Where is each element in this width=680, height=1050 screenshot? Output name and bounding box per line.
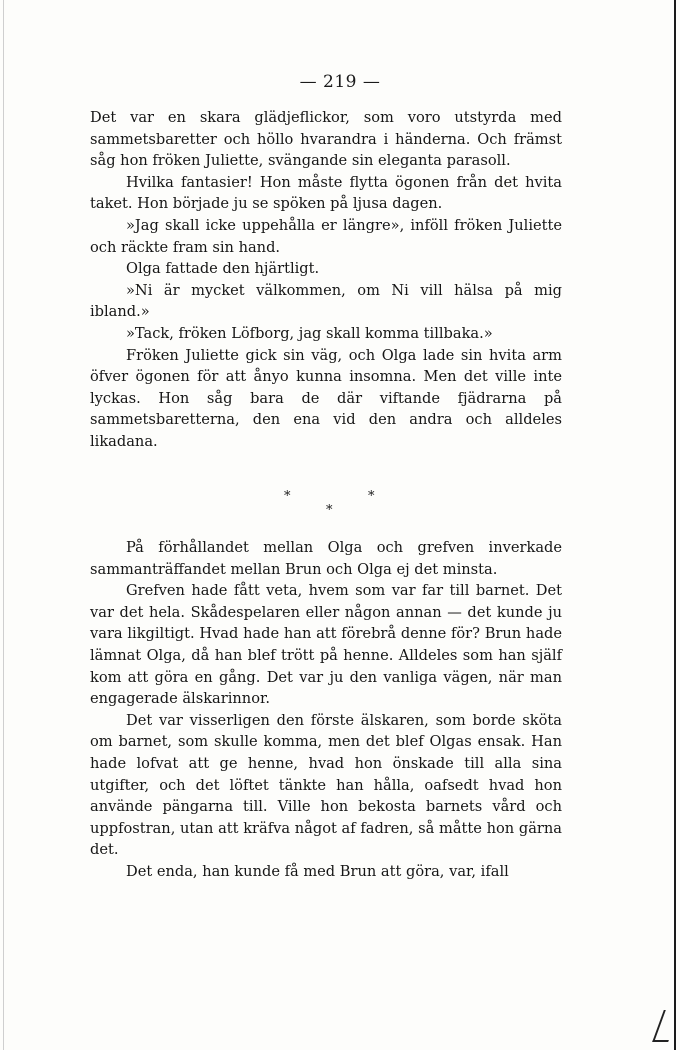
section-2-text — [90, 537, 562, 883]
asterisk: * — [284, 489, 291, 504]
paragraph: Det var en skara glädjeflickor, som voro utstyrda med sammetsbaretter och höllo hvarandra i händerna. Och främst såg hon fröken Juliette, svängande sin eleganta parasoll. — [90, 109, 562, 170]
paragraph: Fröken Juliette gick sin väg, och Olga lade sin hvita arm öfver ögonen för att ånyo kunna insomna. Men det ville inte lyckas. Hon såg bara de där viftande fjädrarna på sammetsbaretterna, den ena vid den andra och alldeles likadana. — [90, 346, 562, 450]
section-1-text — [90, 107, 562, 453]
page-number: — 219 — — [299, 72, 381, 92]
page-right-edge — [674, 0, 676, 1050]
paragraph: Det var visserligen den förste älskaren, som borde sköta om barnet, som skulle komma, men det blef Olgas ensak. Han hade lofvat att ge henne, hvad hon önskade till alla sina utgifter, och det löftet tänkte han hålla, oafsedt hvad hon använde pängarna till. Ville hon bekosta barnets vård och uppfostran, utan att kräfva något af fadren, så måtte hon gärna det. — [90, 711, 562, 859]
paragraph: »Tack, fröken Löfborg, jag skall komma tillbaka.» — [126, 324, 493, 342]
paragraph: »Jag skall icke uppehålla er längre», inföll fröken Juliette och räckte fram sin hand. — [90, 216, 562, 256]
paragraph: »Ni är mycket välkommen, om Ni vill hälsa på mig ibland.» — [90, 281, 562, 321]
paragraph: Hvilka fantasier! Hon måste flytta ögonen från det hvita taket. Hon började ju se spöken på ljusa dagen. — [90, 173, 562, 213]
section-separator — [0, 485, 680, 518]
paragraph: Grefven hade fått veta, hvem som var far till barnet. Det var det hela. Skådespelaren eller någon annan — det kunde ju vara likgiltigt. Hvad hade han att förebrå denne för? Brun hade lämnat Olga, då han blef trött på henne. Alldeles som han själf kom att göra en gång. Det var ju den vanliga vägen, när man engagerade älskarinnor. — [90, 582, 562, 708]
paragraph: På förhållandet mellan Olga och grefven inverkade sammanträffandet mellan Brun och Olga ej det minsta. — [90, 539, 562, 578]
asterisk: * — [368, 489, 375, 504]
page-left-edge — [3, 0, 4, 1050]
paragraph: Olga fattade den hjärtligt. — [126, 260, 320, 278]
asterisk: * — [326, 503, 333, 518]
paragraph: Det enda, han kunde få med Brun att göra, var, ifall — [126, 862, 509, 880]
